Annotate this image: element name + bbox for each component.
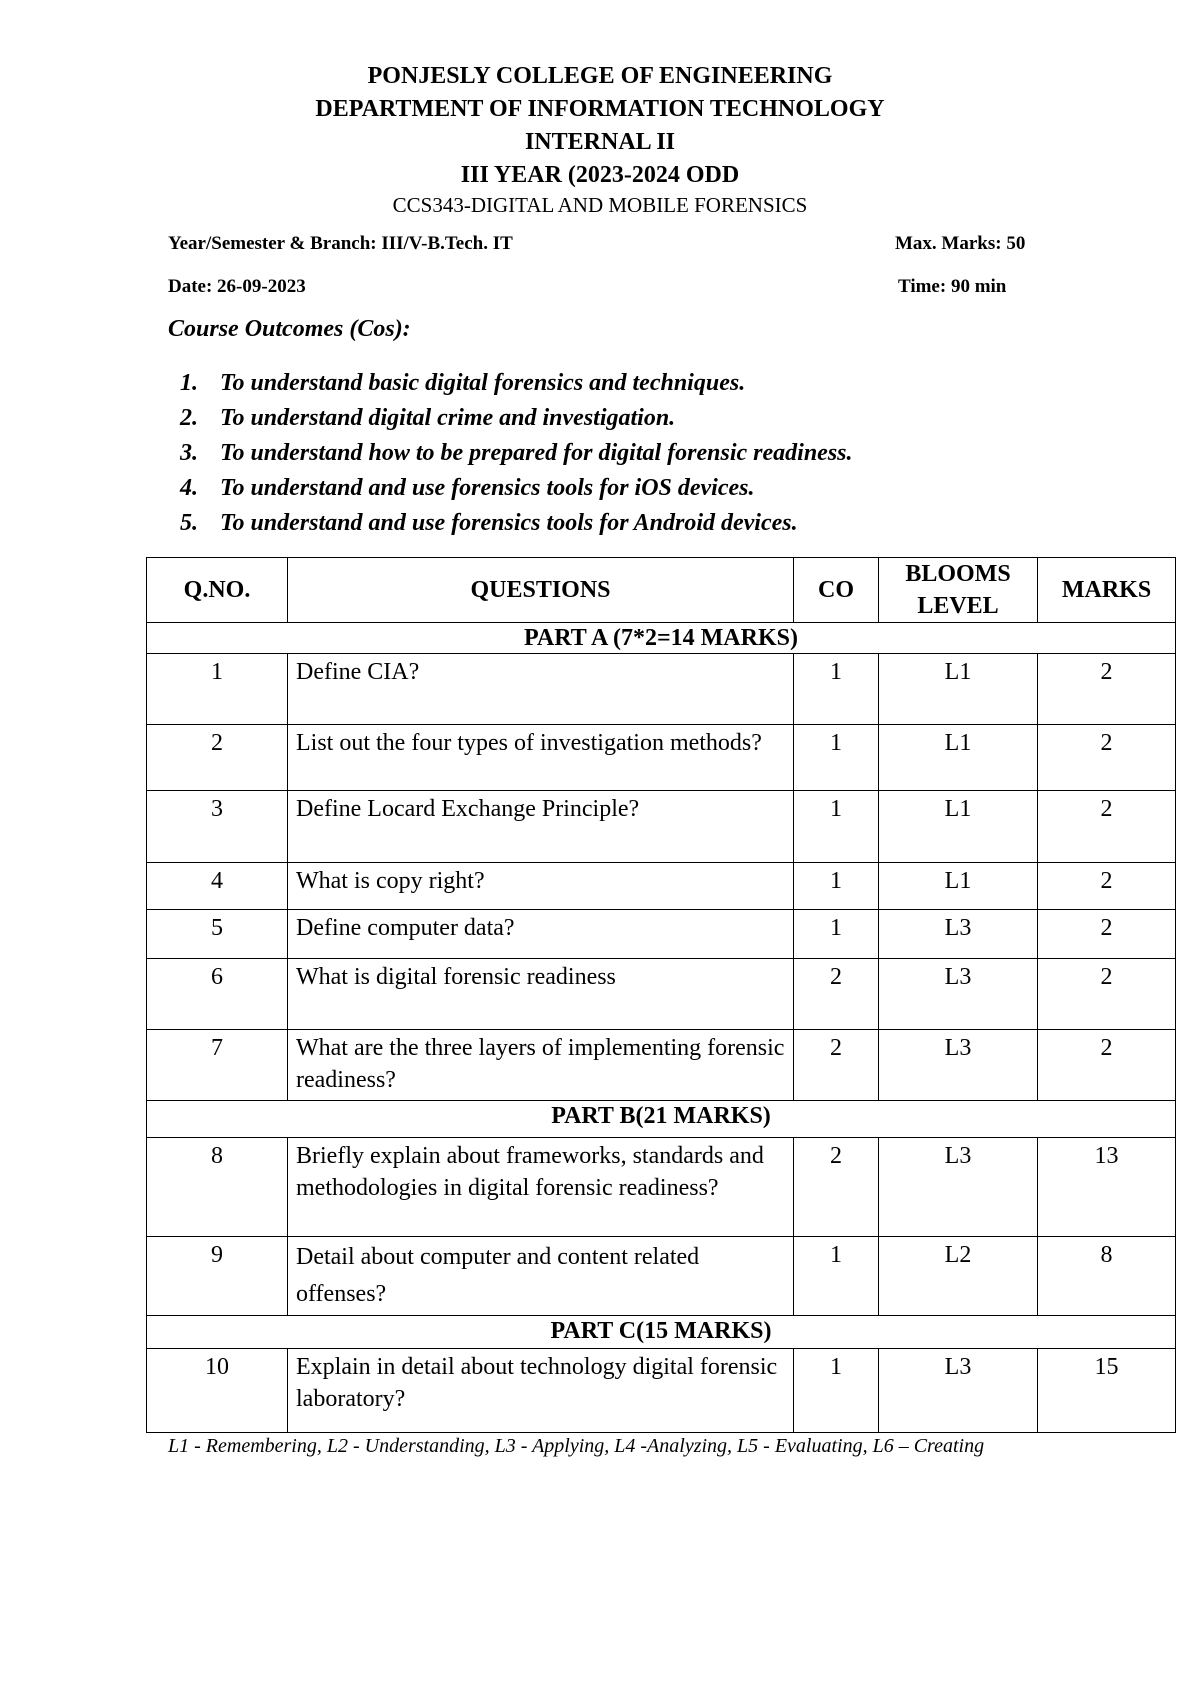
course-outcomes-list <box>180 366 853 541</box>
exam-name: INTERNAL II <box>524 129 676 155</box>
table-row: 3 Define Locard Exchange Principle? 1 L1 2 <box>147 791 1176 863</box>
course-outcomes-title: Course Outcomes (Cos): <box>168 316 411 342</box>
table-row: 5 Define computer data? 1 L3 2 <box>147 910 1176 959</box>
max-marks: Max. Marks: 50 <box>895 233 1026 254</box>
table-row: 6 What is digital forensic readiness 2 L3 2 <box>147 959 1176 1030</box>
header-marks: MARKS <box>1038 558 1176 623</box>
part-a-heading: PART A (7*2=14 MARKS) <box>147 623 1176 654</box>
part-c-heading: PART C(15 MARKS) <box>147 1316 1176 1349</box>
table-row: 4 What is copy right? 1 L1 2 <box>147 863 1176 910</box>
list-item: 2. To understand digital crime and investigation. <box>180 405 676 431</box>
header-blooms-level: BLOOMS LEVEL <box>879 558 1038 623</box>
table-header-row <box>147 558 1176 623</box>
college-name: PONJESLY COLLEGE OF ENGINEERING <box>367 63 833 89</box>
question-table <box>146 557 1176 1433</box>
year-semester: Year/Semester & Branch: III/V-B.Tech. IT <box>168 233 513 254</box>
document-header <box>0 60 1200 218</box>
academic-year: III YEAR (2023-2024 ODD <box>460 162 740 188</box>
part-b-heading: PART B(21 MARKS) <box>147 1101 1176 1138</box>
blooms-legend: L1 - Remembering, L2 - Understanding, L3 - Applying, L4 -Analyzing, L5 - Evaluating, L6 – Creating <box>168 1435 985 1457</box>
table-row: 9 Detail about computer and content related offenses? 1 L2 8 <box>147 1237 1176 1316</box>
table-row: 7 What are the three layers of implementing forensic readiness? 2 L3 2 <box>147 1030 1176 1101</box>
table-row: 10 Explain in detail about technology digital forensic laboratory? 1 L3 15 <box>147 1349 1176 1433</box>
header-questions: QUESTIONS <box>288 558 794 623</box>
department-name: DEPARTMENT OF INFORMATION TECHNOLOGY <box>315 96 885 122</box>
exam-date: Date: 26-09-2023 <box>168 276 306 297</box>
table-row: 1 Define CIA? 1 L1 2 <box>147 654 1176 725</box>
header-co: CO <box>794 558 879 623</box>
list-item: 3. To understand how to be prepared for digital forensic readiness. <box>180 440 853 466</box>
table-row: 8 Briefly explain about frameworks, standards and methodologies in digital forensic readiness? 2 L3 13 <box>147 1138 1176 1237</box>
course-title: CCS343-DIGITAL AND MOBILE FORENSICS <box>392 193 808 217</box>
header-qno: Q.NO. <box>147 558 288 623</box>
list-item: 1. To understand basic digital forensics and techniques. <box>180 370 746 396</box>
exam-time: Time: 90 min <box>898 276 1007 297</box>
list-item: 4. To understand and use forensics tools for iOS devices. <box>180 475 755 501</box>
list-item: 5. To understand and use forensics tools for Android devices. <box>180 510 798 536</box>
table-row: 2 List out the four types of investigation methods? 1 L1 2 <box>147 725 1176 791</box>
